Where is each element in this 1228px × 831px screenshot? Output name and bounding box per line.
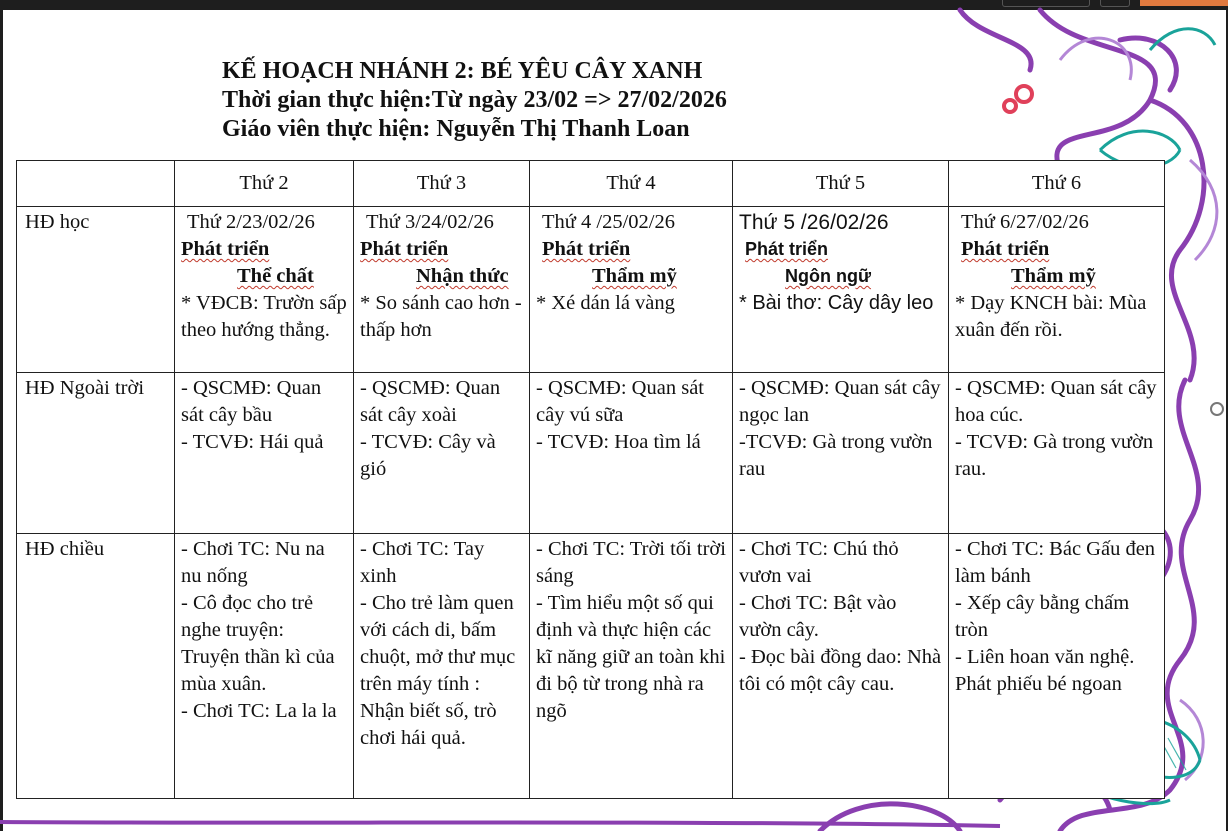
cell-text: * VĐCB: Trườn sấp theo hướng thẳng.	[181, 292, 347, 341]
cell-date: Thứ 4 /25/02/26	[542, 211, 675, 233]
column-header	[17, 161, 175, 207]
column-header: Thứ 6	[949, 161, 1165, 207]
table-cell	[530, 207, 733, 373]
table-cell	[175, 534, 354, 799]
document-header	[222, 57, 727, 144]
cell-date: Thứ 6/27/02/26	[961, 211, 1089, 233]
cell-text: * Dạy KNCH bài: Mùa xuân đến rồi.	[955, 292, 1147, 341]
cell-line: - TCVĐ: Hoa tìm lá	[536, 431, 701, 453]
column-header: Thứ 3	[354, 161, 530, 207]
table-row	[17, 207, 1165, 373]
cell-line: - Chơi TC: Tay xinh	[360, 538, 485, 587]
row-label: HĐ học	[17, 207, 175, 373]
cell-subject-area: Nhận thức	[416, 265, 509, 287]
cell-subject-area: Thể chất	[237, 265, 314, 287]
cell-line: - QSCMĐ: Quan sát cây bầu	[181, 377, 322, 426]
cell-subject: Phát triển	[181, 238, 270, 260]
table-cell	[949, 373, 1165, 534]
cell-line: - Chơi TC: Bác Gấu đen làm bánh	[955, 538, 1156, 587]
table-cell	[733, 207, 949, 373]
table-cell	[175, 373, 354, 534]
cell-line: - Chơi TC: Trời tối trời sáng	[536, 538, 726, 587]
cell-line: - QSCMĐ: Quan sát cây vú sữa	[536, 377, 704, 426]
table-cell	[354, 373, 530, 534]
row-label: HĐ chiều	[17, 534, 175, 799]
plan-teacher: Giáo viên thực hiện: Nguyễn Thị Thanh Loan	[222, 116, 690, 142]
cell-subject-area: Thẩm mỹ	[592, 265, 677, 287]
column-header: Thứ 5	[733, 161, 949, 207]
cell-text: * Bài thơ: Cây dây leo	[739, 292, 934, 314]
table-header-row	[17, 161, 1165, 207]
scroll-handle[interactable]	[1210, 402, 1224, 416]
plan-title: KẾ HOẠCH NHÁNH 2: BÉ YÊU CÂY XANH	[222, 58, 703, 84]
cell-date: Thứ 2/23/02/26	[187, 211, 315, 233]
column-header: Thứ 4	[530, 161, 733, 207]
cell-line: - Cho trẻ làm quen với cách di, bấm chuột, mở thư mục trên máy tính : Nhận biết số, trò chơi hái quả.	[360, 592, 516, 749]
cell-text: * So sánh cao hơn - thấp hơn	[360, 292, 522, 341]
cell-line: - QSCMĐ: Quan sát cây hoa cúc.	[955, 377, 1157, 426]
cell-line: - Chơi TC: Nu na nu nống	[181, 538, 325, 587]
table-cell	[354, 207, 530, 373]
cell-line: - Xếp cây bằng chấm tròn	[955, 592, 1130, 641]
cell-line: - Đọc bài đồng dao: Nhà tôi có một cây cau.	[739, 646, 942, 695]
cell-subject-area: Ngôn ngữ	[785, 266, 872, 286]
cell-date: Thứ 3/24/02/26	[366, 211, 494, 233]
column-header: Thứ 2	[175, 161, 354, 207]
table-cell	[530, 534, 733, 799]
cell-text: * Xé dán lá vàng	[536, 292, 675, 314]
cell-line: - Chơi TC: Chú thỏ vươn vai	[739, 538, 899, 587]
cell-line: - TCVĐ: Hái quả	[181, 431, 324, 453]
table-cell	[354, 534, 530, 799]
cell-subject: Phát triển	[542, 238, 631, 260]
cell-line: - TCVĐ: Gà trong vườn rau.	[955, 431, 1154, 480]
weekly-plan-table	[16, 160, 1165, 799]
row-label: HĐ Ngoài trời	[17, 373, 175, 534]
cell-line: - Liên hoan văn nghệ. Phát phiếu bé ngoan	[955, 646, 1135, 695]
cell-subject: Phát triển	[961, 238, 1050, 260]
cell-subject: Phát triển	[360, 238, 449, 260]
table-cell	[175, 207, 354, 373]
table-cell	[949, 534, 1165, 799]
cell-line: - TCVĐ: Cây và gió	[360, 431, 496, 480]
cell-line: - QSCMĐ: Quan sát cây xoài	[360, 377, 501, 426]
cell-line: - Chơi TC: Bật vào vườn cây.	[739, 592, 897, 641]
plan-time: Thời gian thực hiện:Từ ngày 23/02 => 27/02/2026	[222, 87, 727, 113]
cell-subject: Phát triển	[745, 239, 829, 259]
cell-subject-area: Thẩm mỹ	[1011, 265, 1096, 287]
cell-line: - Tìm hiểu một số qui định và thực hiện các kĩ năng giữ an toàn khi đi bộ từ trong nhà ra ngõ	[536, 592, 726, 722]
table-cell	[530, 373, 733, 534]
table-row	[17, 373, 1165, 534]
table-cell	[733, 534, 949, 799]
cell-date: Thứ 5 /26/02/26	[739, 211, 889, 234]
cell-line: - Cô đọc cho trẻ nghe truyện: Truyện thần kì của mùa xuân.	[181, 592, 335, 695]
table-cell	[733, 373, 949, 534]
cell-line: - Chơi TC: La la la	[181, 700, 337, 722]
table-cell	[949, 207, 1165, 373]
table-row	[17, 534, 1165, 799]
cell-line: -TCVĐ: Gà trong vườn rau	[739, 431, 933, 480]
cell-line: - QSCMĐ: Quan sát cây ngọc lan	[739, 377, 941, 426]
